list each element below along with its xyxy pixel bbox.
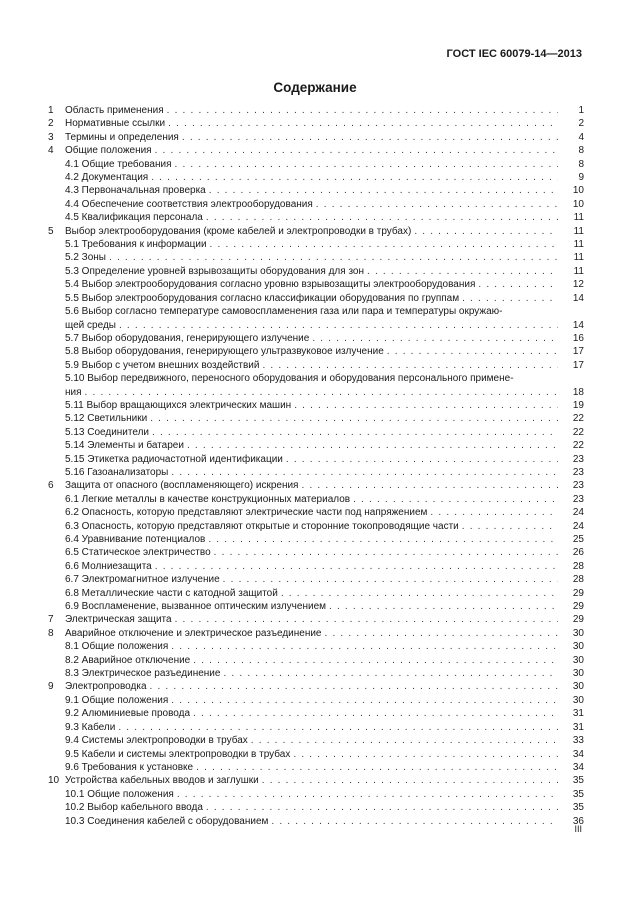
toc-entry-page: 30 (572, 654, 584, 666)
toc-entry-page: 23 (572, 466, 584, 478)
dot-leader (208, 533, 558, 546)
toc-entry[interactable] (48, 707, 584, 720)
toc-entry[interactable] (48, 171, 584, 184)
toc-entry-number: 3 (48, 131, 54, 143)
toc-entry-title: Термины и определения (65, 131, 179, 143)
dot-leader (478, 278, 558, 291)
toc-entry-title: 6.9 Воспламенение, вызванное оптическим излучением (65, 601, 327, 613)
dot-leader (414, 225, 558, 238)
toc-entry-page: 11 (573, 225, 584, 237)
toc-entry[interactable] (48, 721, 584, 734)
toc-entry[interactable] (48, 225, 584, 238)
toc-entry-title: 6.4 Уравнивание потенциалов (65, 534, 206, 545)
toc-entry-number: 4 (48, 145, 54, 157)
toc-entry-title: 10.3 Соединения кабелей с оборудованием (65, 815, 269, 827)
toc-entry-title-continued: щей среды (65, 319, 116, 331)
toc-entry-title: 5.1 Требования к информации (65, 239, 207, 251)
dot-leader (187, 439, 558, 452)
dot-leader (214, 546, 558, 559)
toc-entry-title: 4.5 Квалификация персонала (65, 212, 203, 224)
dot-leader (155, 144, 558, 157)
toc-entry-title: Электрическая защита (65, 614, 172, 626)
dot-leader (387, 345, 558, 358)
toc-entry-page: 24 (572, 520, 584, 532)
dot-leader (155, 560, 558, 573)
toc-entry[interactable] (48, 479, 584, 492)
toc-entry-page: 30 (572, 694, 584, 706)
toc-entry[interactable] (48, 788, 584, 801)
toc-entry-title: 6.5 Статическое электричество (65, 547, 211, 559)
dot-leader (301, 479, 558, 492)
toc-entry-title: 6.7 Электромагнитное излучение (65, 574, 220, 586)
toc-entry-page: 30 (572, 641, 584, 653)
dot-leader (193, 654, 558, 667)
dot-leader (430, 506, 558, 519)
dot-leader (271, 815, 558, 828)
dot-leader (196, 761, 558, 774)
toc-entry[interactable] (48, 345, 584, 358)
toc-entry-page: 36 (572, 815, 584, 827)
toc-entry[interactable] (48, 815, 584, 828)
dot-leader (367, 265, 558, 278)
toc-entry-page: 35 (572, 802, 584, 814)
dot-leader (175, 158, 558, 171)
toc-entry-page: 35 (572, 775, 584, 787)
toc-entry-title: 9.2 Алюминиевые провода (65, 708, 191, 720)
toc-entry[interactable] (48, 184, 584, 197)
dot-leader (312, 332, 558, 345)
dot-leader (325, 627, 559, 640)
toc-entry-title: Электропроводка (65, 681, 147, 693)
toc-entry[interactable] (48, 144, 584, 157)
toc-entry-title-continued: ния (65, 386, 82, 398)
toc-entry-title: 8.1 Общие положения (65, 641, 169, 653)
toc-entry[interactable] (48, 640, 584, 653)
dot-leader (223, 573, 558, 586)
dot-leader (171, 640, 558, 653)
toc-entry-title: 6.6 Молниезащита (65, 560, 152, 572)
toc-entry[interactable] (48, 801, 584, 814)
toc-entry-page: 29 (572, 601, 584, 613)
toc-entry-title: 5.4 Выбор электрооборудования согласно уровню взрывозащиты электрооборудования (65, 279, 476, 291)
toc-entry-page: 31 (572, 708, 584, 720)
toc-entry-page: 23 (572, 493, 584, 505)
dot-leader (167, 104, 558, 117)
toc-entry-page: 1 (578, 105, 584, 116)
toc-entry-title: 6.2 Опасность, которую представляют электрические части под напряжением (65, 507, 428, 519)
toc-entry-title: 5.15 Этикетка радиочастотной идентификации (65, 453, 283, 465)
toc-entry-page: 19 (572, 399, 584, 411)
dot-leader (262, 774, 558, 787)
toc-entry[interactable] (48, 560, 584, 573)
toc-entry-page: 28 (572, 560, 584, 572)
toc-entry[interactable] (48, 439, 584, 452)
toc-entry[interactable] (48, 426, 584, 439)
toc-entry-page: 25 (572, 534, 584, 545)
dot-leader (206, 801, 558, 814)
dot-leader (209, 184, 558, 197)
toc-entry-page: 8 (578, 158, 584, 170)
toc-entry-title: 8.2 Аварийное отключение (65, 654, 191, 666)
dot-leader (119, 319, 558, 332)
dot-leader (462, 292, 558, 305)
dot-leader (251, 734, 558, 747)
toc-entry[interactable] (48, 533, 584, 546)
toc-entry-page: 9 (578, 172, 584, 184)
toc-entry-page: 2 (578, 118, 584, 130)
toc-entry[interactable] (48, 412, 584, 425)
toc-entry-page: 23 (572, 480, 584, 492)
toc-entry-page: 14 (572, 292, 584, 304)
toc-entry-title: 9.6 Требования к установке (65, 761, 194, 773)
toc-entry-title: Общие положения (65, 145, 152, 157)
toc-entry-title: Защита от опасного (воспламеняющего) искрения (65, 480, 299, 492)
toc-entry-page: 26 (572, 547, 584, 559)
toc-entry[interactable] (48, 292, 584, 305)
dot-leader (293, 748, 558, 761)
dot-leader (171, 694, 558, 707)
toc-entry[interactable] (48, 399, 584, 412)
toc-entry[interactable] (48, 667, 584, 680)
dot-leader (152, 426, 558, 439)
toc-entry[interactable] (48, 506, 584, 519)
toc-entry[interactable] (48, 680, 584, 693)
toc-entry-title: 4.3 Первоначальная проверка (65, 185, 206, 197)
toc-entry-title: 10.1 Общие положения (65, 788, 174, 800)
toc-entry-number: 7 (48, 614, 54, 626)
toc-entry-number: 5 (48, 225, 54, 237)
toc-entry-page: 35 (572, 788, 584, 800)
toc-entry[interactable] (48, 600, 584, 613)
toc-entry[interactable] (48, 305, 584, 332)
dot-leader (150, 680, 558, 693)
toc-entry-title: 5.14 Элементы и батареи (65, 440, 184, 452)
toc-entry-page: 17 (572, 359, 584, 371)
toc-entry[interactable] (48, 372, 584, 399)
toc-entry-page: 10 (572, 198, 584, 210)
toc-entry-page: 8 (578, 145, 584, 157)
toc-entry[interactable] (48, 761, 584, 774)
toc-entry[interactable] (48, 251, 584, 264)
dot-leader (294, 399, 558, 412)
dot-leader (168, 117, 558, 130)
toc-entry[interactable] (48, 117, 584, 130)
standard-id: ГОСТ IEC 60079-14—2013 (446, 48, 582, 60)
dot-leader (316, 198, 558, 211)
toc-entry-number: 9 (48, 681, 54, 693)
toc-entry-title: 9.4 Системы электропроводки в трубах (65, 735, 248, 747)
toc-entry[interactable] (48, 493, 584, 506)
toc-entry[interactable] (48, 627, 584, 640)
toc-entry[interactable] (48, 238, 584, 251)
toc-entry-number: 6 (48, 480, 54, 492)
dot-leader (462, 520, 558, 533)
toc-entry-page: 11 (573, 265, 584, 277)
toc-entry-page: 30 (572, 627, 584, 639)
toc-entry[interactable] (48, 359, 584, 372)
toc-entry-title: 5.2 Зоны (65, 252, 106, 264)
toc-entry-number: 1 (48, 105, 54, 116)
toc-entry-page: 30 (572, 681, 584, 693)
toc-entry-title: 5.11 Выбор вращающихся электрических машин (65, 399, 292, 411)
toc-entry-page: 24 (572, 507, 584, 519)
toc-entry[interactable] (48, 774, 584, 787)
dot-leader (150, 412, 558, 425)
toc-entry-page: 11 (573, 212, 584, 224)
dot-leader (206, 211, 558, 224)
toc-entry[interactable] (48, 265, 584, 278)
toc-entry-title: 9.1 Общие положения (65, 694, 169, 706)
dot-leader (182, 131, 558, 144)
toc-entry-title: 4.2 Документация (65, 172, 149, 184)
toc-entry-page: 31 (572, 721, 584, 733)
toc-entry-page: 34 (572, 761, 584, 773)
dot-leader (175, 613, 558, 626)
toc-entry-page: 11 (573, 252, 584, 264)
toc-entry-title: 9.5 Кабели и системы электропроводки в трубах (65, 748, 291, 760)
toc-entry-page: 34 (572, 748, 584, 760)
toc-entry[interactable] (48, 573, 584, 586)
toc-entry-title: Выбор электрооборудования (кроме кабелей и электропроводки в трубах) (65, 225, 412, 237)
toc-entry-title: 6.3 Опасность, которую представляют открытые и сторонние токопроводящие части (65, 520, 459, 532)
toc-entry-title: 4.1 Общие требования (65, 158, 172, 170)
dot-leader (193, 707, 558, 720)
toc-entry-title: 5.6 Выбор согласно температуре самовоспламенения газа или пара и температуры окружаю- (65, 306, 503, 318)
dot-leader (329, 600, 558, 613)
toc-entry-number: 2 (48, 118, 54, 130)
toc-entry-title: 10.2 Выбор кабельного ввода (65, 802, 203, 814)
dot-leader (151, 171, 558, 184)
dot-leader (210, 238, 558, 251)
dot-leader (85, 386, 558, 399)
dot-leader (223, 667, 558, 680)
toc-entry-title: Область применения (65, 105, 164, 116)
toc-entry-page: 18 (572, 386, 584, 398)
dot-leader (118, 721, 558, 734)
toc-entry-page: 29 (572, 587, 584, 599)
toc-entry-title: 5.13 Соединители (65, 426, 150, 438)
toc-entry[interactable] (48, 131, 584, 144)
toc-entry[interactable] (48, 520, 584, 533)
toc-entry-title: Аварийное отключение и электрическое разъединение (65, 627, 322, 639)
toc-entry[interactable] (48, 278, 584, 291)
toc-entry[interactable] (48, 654, 584, 667)
toc-entry[interactable] (48, 466, 584, 479)
toc-entry-title: 4.4 Обеспечение соответствия электрооборудования (65, 198, 313, 210)
toc-entry[interactable] (48, 587, 584, 600)
toc-entry-page: 33 (572, 735, 584, 747)
dot-leader (281, 587, 558, 600)
toc-entry[interactable] (48, 694, 584, 707)
toc-entry-page: 4 (578, 131, 584, 143)
toc-entry-title: 6.1 Легкие металлы в качестве конструкционных материалов (65, 493, 351, 505)
toc-entry-number: 10 (48, 775, 60, 787)
toc-entry-page: 16 (572, 332, 584, 344)
toc-entry-number: 8 (48, 627, 54, 639)
dot-leader (177, 788, 558, 801)
toc-entry[interactable] (48, 198, 584, 211)
toc-entry[interactable] (48, 211, 584, 224)
toc-entry-title: 5.16 Газоанализаторы (65, 466, 169, 478)
dot-leader (262, 359, 558, 372)
toc-entry[interactable] (48, 546, 584, 559)
toc-entry-page: 22 (572, 413, 584, 425)
toc-entry[interactable] (48, 104, 584, 117)
toc-entry-title: 6.8 Металлические части с катодной защитой (65, 587, 278, 599)
toc-entry-page: 28 (572, 574, 584, 586)
toc-entry[interactable] (48, 453, 584, 466)
toc-entry-title: Нормативные ссылки (65, 118, 166, 130)
toc-entry-title: 5.8 Выбор оборудования, генерирующего ультразвуковое излучение (65, 346, 384, 358)
toc-entry-title: 5.12 Светильники (65, 413, 148, 425)
toc-entry-page: 30 (572, 668, 584, 680)
table-of-contents (48, 104, 584, 828)
toc-entry-page: 23 (572, 453, 584, 465)
toc-entry-page: 29 (572, 614, 584, 626)
toc-entry-page: 22 (572, 440, 584, 452)
toc-entry[interactable] (48, 734, 584, 747)
toc-entry-title: 5.7 Выбор оборудования, генерирующего излучение (65, 332, 310, 344)
toc-entry-title: 5.9 Выбор с учетом внешних воздействий (65, 359, 260, 371)
toc-entry-title: 5.3 Определение уровней взрывозащиты оборудования для зон (65, 265, 364, 277)
toc-entry-title: 5.5 Выбор электрооборудования согласно классификации оборудования по группам (65, 292, 460, 304)
toc-entry[interactable] (48, 613, 584, 626)
toc-entry-title: 9.3 Кабели (65, 721, 116, 733)
toc-entry-page: 12 (572, 279, 584, 291)
dot-leader (353, 493, 558, 506)
toc-entry-page: 11 (573, 239, 584, 251)
toc-entry[interactable] (48, 158, 584, 171)
toc-entry-page: 10 (572, 185, 584, 197)
toc-entry-title: 8.3 Электрическое разъединение (65, 668, 221, 680)
toc-entry-title: 5.10 Выбор передвижного, переносного оборудования и оборудования персонального примене- (65, 373, 514, 385)
toc-entry-page: 22 (572, 426, 584, 438)
toc-entry[interactable] (48, 748, 584, 761)
toc-entry-page: 14 (572, 319, 584, 331)
toc-entry-page: 17 (572, 346, 584, 358)
toc-entry[interactable] (48, 332, 584, 345)
toc-entry-title: Устройства кабельных вводов и заглушки (65, 775, 259, 787)
toc-title: Содержание (273, 80, 357, 95)
dot-leader (171, 466, 558, 479)
dot-leader (109, 251, 558, 264)
page-number: III (574, 824, 582, 834)
dot-leader (286, 453, 558, 466)
